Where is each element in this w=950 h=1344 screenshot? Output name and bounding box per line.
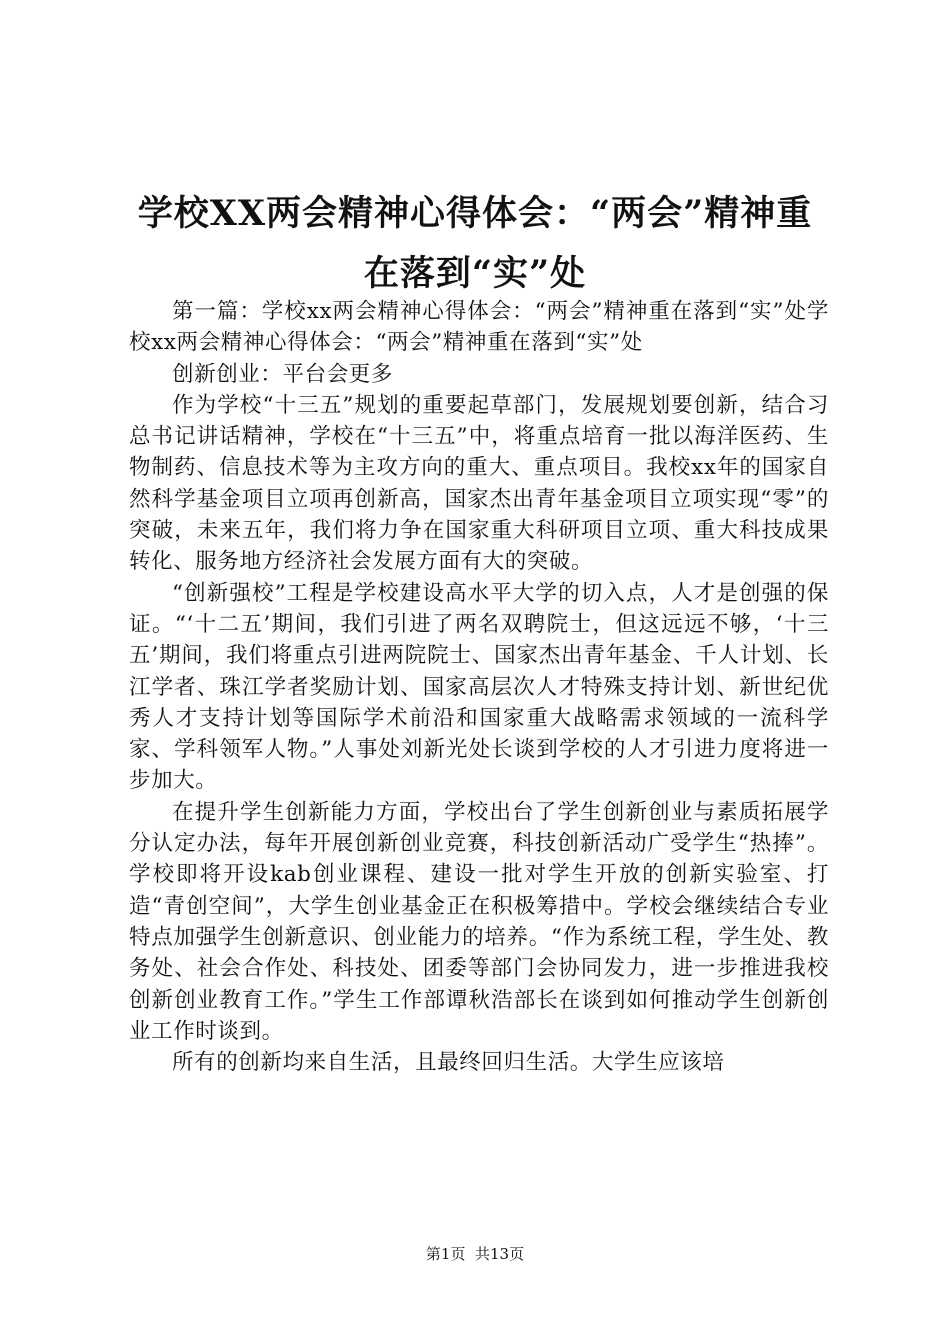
paragraph-students: 在提升学生创新能力方面，学校出台了学生创新创业与素质拓展学分认定办法，每年开展创新创业竞赛，科技创新活动广受学生“热捧”。学校即将开设kab创业课程、建设一批对学生开放的创新实验室、打造“青创空间”，大学生创业基金正在积极筹措中。学校会继续结合专业特点加强学生创新意识、创业能力的培养。“作为系统工程，学生处、教务处、社会合作处、科技处、团委等部门会协同发力，进一步推进我校创新创业教育工作。”学生工作部谭秋浩部长在谈到如何推动学生创新创业工作时谈到。 (129, 799, 829, 1044)
paragraph-subheading: 创新创业：平台会更多 (172, 361, 394, 387)
document-title-line-1: 学校XX两会精神心得体会：“两会”精神重 (137, 193, 813, 234)
paragraph-intro: 第一篇：学校xx两会精神心得体会：“两会”精神重在落到“实”处学校xx两会精神心得体会：“两会”精神重在落到“实”处 (129, 299, 829, 356)
document-title-line-2: 在落到“实”处 (363, 253, 587, 294)
paragraph-closing: 所有的创新均来自生活，且最终回归生活。大学生应该培 (172, 1050, 725, 1076)
page-number: 第1页 (425, 1245, 466, 1263)
paragraph-planning: 作为学校“十三五”规划的重要起草部门，发展规划要创新，结合习总书记讲话精神，学校在“十三五”中，将重点培育一批以海洋医药、生物制药、信息技术等为主攻方向的重大、重点项目。我校xx年的国家自然科学基金项目立项再创新高，国家杰出青年基金项目立项实现“零”的突破，未来五年，我们将力争在国家重大科研项目立项、重大科技成果转化、服务地方经济社会发展方面有大的突破。 (129, 392, 829, 575)
page-total: 共13页 (475, 1245, 525, 1263)
document-body (129, 296, 829, 1078)
page-footer (0, 1243, 950, 1264)
paragraph-talent: “创新强校”工程是学校建设高水平大学的切入点，人才是创强的保证。“‘十二五’期间，我们引进了两名双聘院士，但这远远不够，‘十三五’期间，我们将重点引进两院院士、国家杰出青年基金、千人计划、长江学者、珠江学者奖励计划、国家高层次人才特殊支持计划、新世纪优秀人才支持计划等国际学术前沿和国家重大战略需求领域的一流科学家、学科领军人物。”人事处刘新光处长谈到学校的人才引进力度将进一步加大。 (129, 580, 829, 794)
